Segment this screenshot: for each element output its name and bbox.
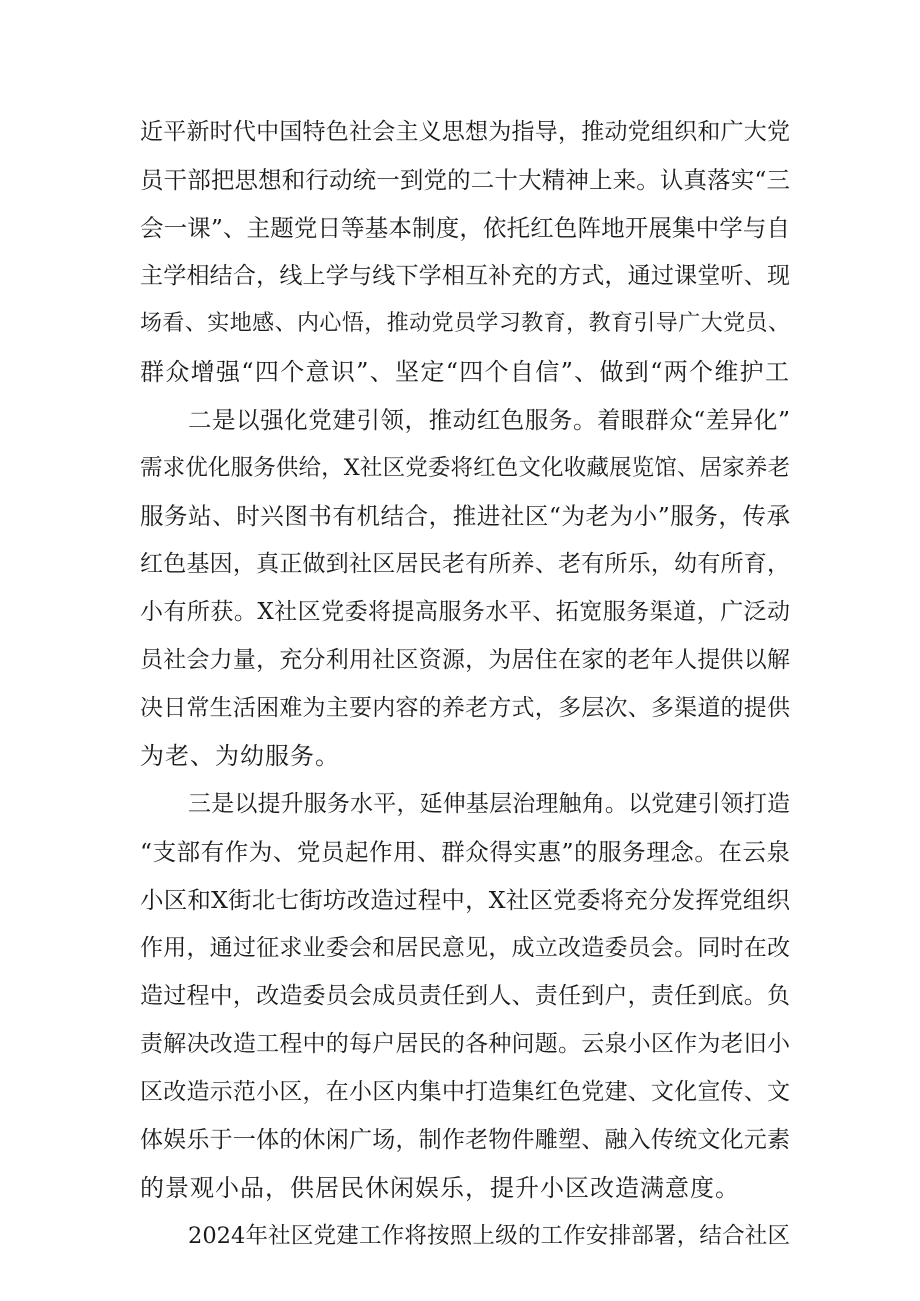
- text-line: 场看、实地感、内心悟，推动党员学习教育，教育引导广大党员、: [140, 311, 790, 336]
- text-line: “支部有作为、党员起作用、群众得实惠”的服务理念。在云泉: [140, 838, 790, 866]
- text-line: 群众增强“四个意识”、坚定“四个自信”、做到“两个维护工: [140, 358, 790, 386]
- text-line: 主学相结合，线上学与线下学相互补充的方式，通过课堂听、现: [140, 263, 790, 289]
- text-line: 员干部把思想和行动统一到党的二十大精神上来。认真落实“三: [140, 166, 790, 194]
- text-line: 会一课”、主题党日等基本制度，依托红色阵地开展集中学与自: [140, 214, 790, 242]
- paragraph-start-line: 三是以提升服务水平，延伸基层治理触角。以党建引领打造: [188, 791, 790, 817]
- paragraph-start-line: 二是以强化党建引领，推动红色服务。着眼群众“差异化”: [188, 406, 790, 434]
- text-line: 红色基因，真正做到社区居民老有所养、老有所乐，幼有所育，: [140, 551, 790, 577]
- text-line: 近平新时代中国特色社会主义思想为指导，推动党组织和广大党: [140, 119, 790, 145]
- text-line: 小有所获。X社区党委将提高服务水平、拓宽服务渠道，广泛动: [140, 599, 790, 625]
- paragraph-end-line: 为老、为幼服务。: [140, 742, 340, 770]
- text-line: 造过程中，改造委员会成员责任到人、责任到户，责任到底。负: [140, 983, 790, 1009]
- text-line: 员社会力量，充分利用社区资源，为居住在家的老年人提供以解: [140, 647, 790, 673]
- text-line: 区改造示范小区，在小区内集中打造集红色党建、文化宣传、文: [140, 1079, 790, 1105]
- text-line: 需求优化服务供给，X社区党委将红色文化收藏展览馆、居家养老: [140, 455, 790, 481]
- text-line: 服务站、时兴图书有机结合，推进社区“为老为小”服务，传承: [140, 502, 790, 530]
- text-line: 作用，通过征求业委会和居民意见，成立改造委员会。同时在改: [140, 935, 790, 961]
- text-line: 决日常生活困难为主要内容的养老方式，多层次、多渠道的提供: [140, 695, 790, 721]
- text-line: 体娱乐于一体的休闲广场，制作老物件雕塑、融入传统文化元素: [140, 1127, 790, 1153]
- text-line: 责解决改造工程中的每户居民的各种问题。云泉小区作为老旧小: [140, 1031, 790, 1057]
- document-body: [140, 108, 790, 1260]
- paragraph-end-line: 的景观小品，供居民休闲娱乐，提升小区改造满意度。: [140, 1174, 740, 1202]
- text-line: 小区和X街北七街坊改造过程中，X社区党委将充分发挥党组织: [140, 886, 790, 914]
- paragraph-start-line: 2024年社区党建工作将按照上级的工作安排部署，结合社区: [188, 1223, 790, 1249]
